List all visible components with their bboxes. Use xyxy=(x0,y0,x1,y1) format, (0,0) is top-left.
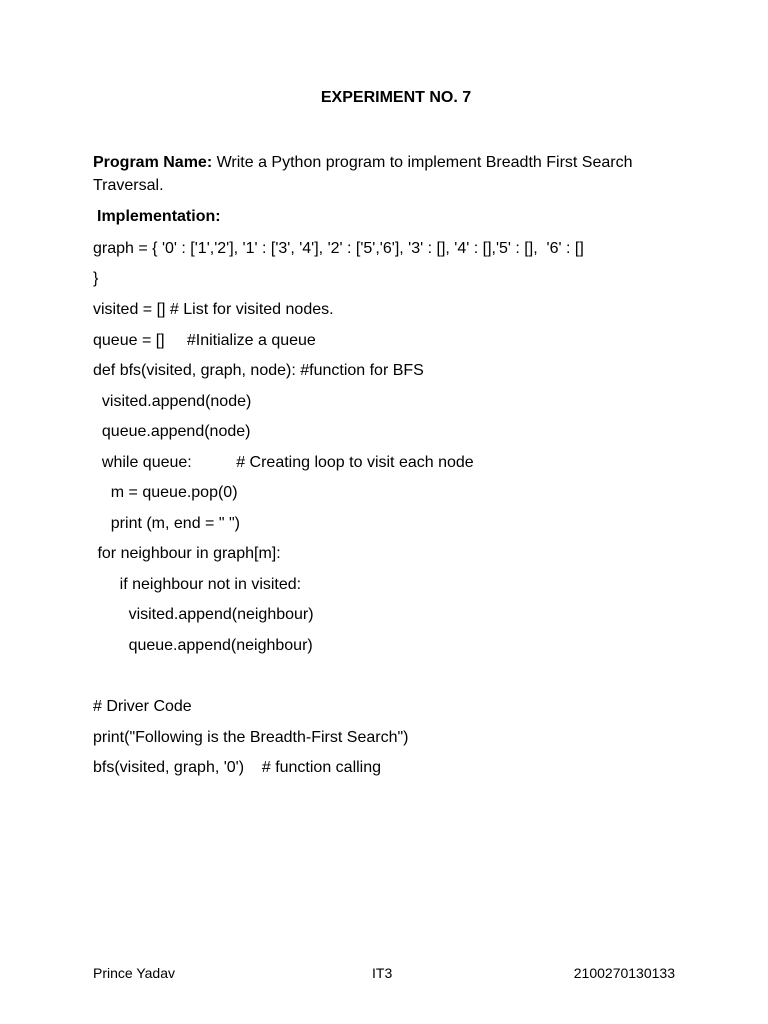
code-line: queue.append(node) xyxy=(93,423,251,440)
code-line: bfs(visited, graph, '0') # function calling xyxy=(93,759,382,776)
code-line: visited = [] # List for visited nodes. xyxy=(93,301,334,318)
implementation-heading: Implementation: xyxy=(97,208,221,225)
code-line: # Driver Code xyxy=(93,698,192,715)
code-line: while queue: # Creating loop to visit each node xyxy=(93,454,474,471)
code-line: if neighbour not in visited: xyxy=(93,576,302,593)
code-line: } xyxy=(93,270,99,287)
code-line: m = queue.pop(0) xyxy=(93,484,238,501)
program-name-text: Write a Python program to implement Breadth First Search Traversal. xyxy=(93,154,633,194)
code-line: visited.append(node) xyxy=(93,393,252,410)
program-name-paragraph xyxy=(93,151,668,197)
code-line: visited.append(neighbour) xyxy=(93,606,314,623)
footer-class: IT3 xyxy=(372,965,393,981)
experiment-title: EXPERIMENT NO. 7 xyxy=(320,89,472,106)
code-line: graph = { '0' : ['1','2'], '1' : ['3', '4'], '2' : ['5','6'], '3' : [], '4' : [],'5' : [], '6' : [] xyxy=(93,240,584,257)
code-line: for neighbour in graph[m]: xyxy=(93,545,281,562)
code-line: def bfs(visited, graph, node): #function for BFS xyxy=(93,362,424,379)
code-line: print (m, end = " ") xyxy=(93,515,240,532)
program-name-label: Program Name: xyxy=(93,154,213,171)
page-footer xyxy=(93,963,675,983)
code-line: print("Following is the Breadth-First Search") xyxy=(93,729,409,746)
code-line: queue = [] #Initialize a queue xyxy=(93,332,316,349)
footer-author-name: Prince Yadav xyxy=(93,965,175,981)
footer-roll-number: 2100270130133 xyxy=(573,965,675,981)
code-line: queue.append(neighbour) xyxy=(93,637,313,654)
